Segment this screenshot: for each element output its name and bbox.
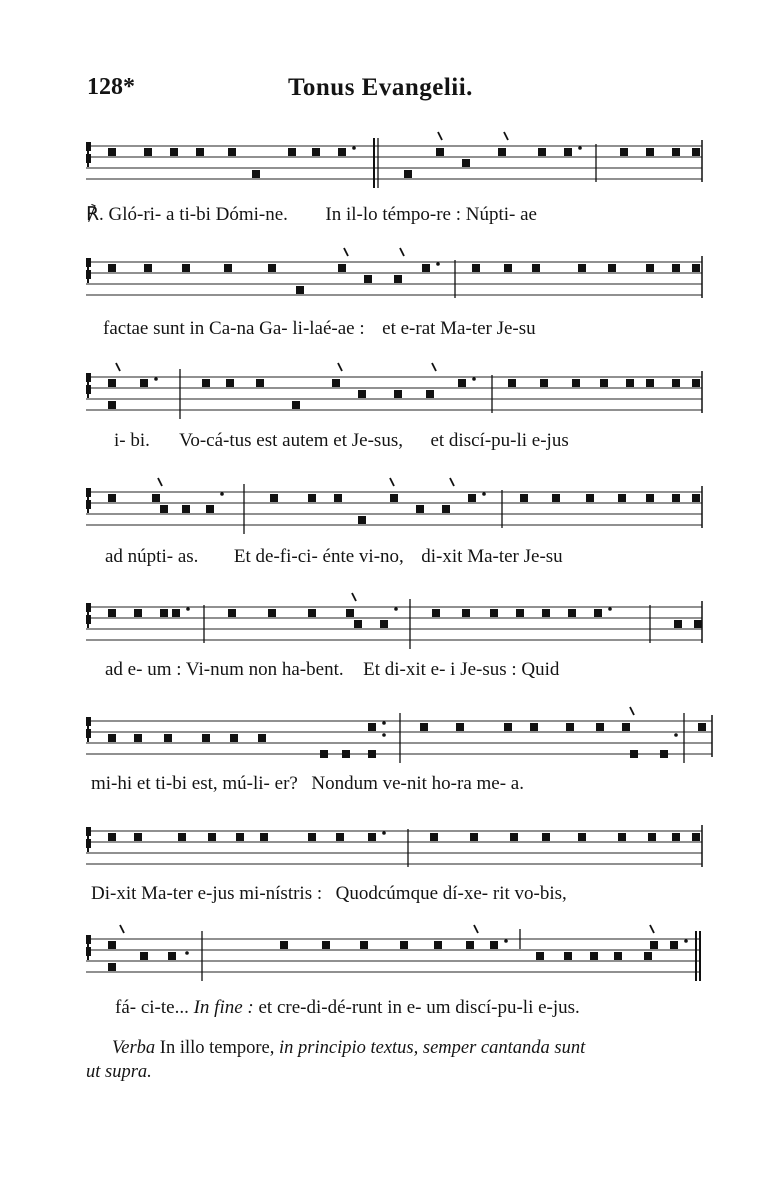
neume-punctum (292, 401, 300, 409)
lyric-line-1 (86, 203, 537, 226)
staff-3 (0, 361, 760, 441)
neume-punctum (260, 833, 268, 841)
neume-punctum (394, 275, 402, 283)
neume-punctum (432, 609, 440, 617)
neume-punctum (692, 379, 700, 387)
mora-dot (684, 939, 688, 943)
neume-punctum (672, 379, 680, 387)
neume-punctum (618, 494, 626, 502)
neume-punctum (530, 723, 538, 731)
neume-punctum (630, 750, 638, 758)
neume-punctum (322, 941, 330, 949)
neume-punctum (620, 148, 628, 156)
lyric-segment: In il-lo témpo-re : Núpti- ae (325, 204, 537, 225)
neume-punctum (586, 494, 594, 502)
lyric-segment: Nondum ve-nit ho-ra me- a. (311, 773, 524, 794)
neume-punctum (542, 609, 550, 617)
neume-punctum (516, 609, 524, 617)
neume-punctum (650, 941, 658, 949)
neume-punctum (358, 390, 366, 398)
neume-punctum (670, 941, 678, 949)
neume-punctum (674, 620, 682, 628)
neume-punctum (170, 148, 178, 156)
neume-punctum (108, 264, 116, 272)
neume-punctum (456, 723, 464, 731)
neume-punctum (178, 833, 186, 841)
neume-punctum (420, 723, 428, 731)
neume-punctum (308, 609, 316, 617)
neume-punctum (108, 148, 116, 156)
neume-punctum (626, 379, 634, 387)
accent-mark (630, 707, 634, 715)
neume-punctum (140, 952, 148, 960)
neume-punctum (698, 723, 706, 731)
neume-punctum (168, 952, 176, 960)
neume-punctum (508, 379, 516, 387)
neume-punctum (426, 390, 434, 398)
neume-punctum (228, 609, 236, 617)
accent-mark (158, 478, 162, 486)
neume-punctum (520, 494, 528, 502)
neume-punctum (160, 609, 168, 617)
mora-dot (352, 146, 356, 150)
neume-punctum (394, 390, 402, 398)
neume-punctum (416, 505, 424, 513)
neume-punctum (472, 264, 480, 272)
neume-punctum (224, 264, 232, 272)
mora-dot (482, 492, 486, 496)
neume-punctum (462, 159, 470, 167)
neume-punctum (614, 952, 622, 960)
neume-punctum (368, 750, 376, 758)
neume-punctum (536, 952, 544, 960)
page-number: 128* (87, 74, 135, 100)
neume-punctum (552, 494, 560, 502)
neume-punctum (510, 833, 518, 841)
neume-punctum (332, 379, 340, 387)
neume-punctum (144, 264, 152, 272)
neume-punctum (338, 148, 346, 156)
neume-punctum (336, 833, 344, 841)
lyric-segment: Et di-xit e- i Je-sus : Quid (363, 659, 560, 680)
neume-punctum (578, 833, 586, 841)
neume-punctum (490, 941, 498, 949)
accent-mark (338, 363, 342, 371)
mora-dot (154, 377, 158, 381)
neume-punctum (134, 609, 142, 617)
mora-dot (578, 146, 582, 150)
neume-punctum (600, 379, 608, 387)
neume-punctum (660, 750, 668, 758)
lyric-segment: et e-rat Ma-ter Je-su (382, 318, 536, 339)
neume-punctum (108, 401, 116, 409)
neume-punctum (648, 833, 656, 841)
neume-punctum (498, 148, 506, 156)
neume-punctum (694, 620, 702, 628)
neume-punctum (538, 148, 546, 156)
neume-punctum (466, 941, 474, 949)
accent-mark (450, 478, 454, 486)
neume-punctum (646, 148, 654, 156)
neume-punctum (296, 286, 304, 294)
neume-punctum (134, 833, 142, 841)
neume-punctum (578, 264, 586, 272)
neume-punctum (182, 264, 190, 272)
accent-mark (474, 925, 478, 933)
neume-punctum (144, 148, 152, 156)
lyric-line-5 (105, 659, 559, 681)
neume-punctum (422, 264, 430, 272)
neume-punctum (692, 833, 700, 841)
neume-punctum (196, 148, 204, 156)
neume-punctum (430, 833, 438, 841)
neume-punctum (364, 275, 372, 283)
footnote-second-line: ut supra. (86, 1062, 152, 1083)
neume-punctum (470, 833, 478, 841)
neume-punctum (442, 505, 450, 513)
neume-punctum (338, 264, 346, 272)
lyric-segment: et discí-pu-li e-jus (430, 430, 569, 451)
neume-punctum (390, 494, 398, 502)
neume-punctum (256, 379, 264, 387)
neume-punctum (380, 620, 388, 628)
neume-punctum (202, 379, 210, 387)
lyric-line-4 (105, 546, 563, 568)
accent-mark (344, 248, 348, 256)
neume-punctum (228, 148, 236, 156)
accent-mark (352, 593, 356, 601)
neume-punctum (134, 734, 142, 742)
neume-punctum (334, 494, 342, 502)
lyric-segment: ℟. Gló-ri- a ti-bi Dómi-ne. (86, 204, 288, 225)
neume-punctum (646, 264, 654, 272)
neume-punctum (566, 723, 574, 731)
mora-dot (674, 733, 678, 737)
mora-dot (186, 607, 190, 611)
lyric-line-3 (114, 430, 569, 452)
neume-punctum (564, 952, 572, 960)
neume-punctum (646, 379, 654, 387)
neume-punctum (360, 941, 368, 949)
neume-punctum (644, 952, 652, 960)
accent-mark (116, 363, 120, 371)
neume-punctum (692, 264, 700, 272)
neume-punctum (564, 148, 572, 156)
neume-punctum (312, 148, 320, 156)
neume-punctum (140, 379, 148, 387)
neume-punctum (108, 379, 116, 387)
neume-punctum (672, 148, 680, 156)
accent-mark (390, 478, 394, 486)
neume-punctum (532, 264, 540, 272)
mora-dot (472, 377, 476, 381)
lyric-line-6 (91, 773, 524, 795)
neume-punctum (346, 609, 354, 617)
neume-punctum (434, 941, 442, 949)
neume-punctum (206, 505, 214, 513)
neume-punctum (280, 941, 288, 949)
footnote-lead: Verba (112, 1038, 156, 1058)
neume-punctum (108, 609, 116, 617)
footnote-phrase: In illo tempore, (159, 1038, 275, 1058)
neume-punctum (236, 833, 244, 841)
lyric-segment: factae sunt in Ca-na Ga- li-laé-ae : (103, 318, 365, 339)
accent-mark (504, 132, 508, 140)
neume-punctum (252, 170, 260, 178)
neume-punctum (622, 723, 630, 731)
neume-punctum (288, 148, 296, 156)
neume-punctum (226, 379, 234, 387)
mora-dot (436, 262, 440, 266)
neume-punctum (358, 516, 366, 524)
neume-punctum (108, 734, 116, 742)
staff-8 (0, 923, 760, 1003)
lyric-line-2 (103, 318, 536, 340)
neume-punctum (596, 723, 604, 731)
neume-punctum (400, 941, 408, 949)
accent-mark (650, 925, 654, 933)
neume-punctum (542, 833, 550, 841)
neume-punctum (692, 148, 700, 156)
neume-punctum (672, 264, 680, 272)
neume-punctum (152, 494, 160, 502)
neume-punctum (590, 952, 598, 960)
neume-punctum (230, 734, 238, 742)
neume-punctum (594, 609, 602, 617)
neume-punctum (354, 620, 362, 628)
neume-punctum (308, 494, 316, 502)
accent-mark (432, 363, 436, 371)
lyric-segment: mi-hi et ti-bi est, mú-li- er? (91, 773, 298, 794)
lyric-segment-rubric: In fine : (193, 997, 254, 1018)
neume-punctum (320, 750, 328, 758)
lyric-segment: Di-xit Ma-ter e-jus mi-nístris : (91, 883, 323, 904)
lyric-line-8 (115, 997, 580, 1019)
neume-punctum (436, 148, 444, 156)
lyric-segment: ad núpti- as. (105, 546, 199, 567)
neume-punctum (202, 734, 210, 742)
footnote-rest: in principio textus, semper cantanda sunt (279, 1038, 586, 1058)
neume-punctum (404, 170, 412, 178)
neume-punctum (646, 494, 654, 502)
neume-punctum (108, 941, 116, 949)
mora-dot (394, 607, 398, 611)
neume-punctum (468, 494, 476, 502)
neume-punctum (182, 505, 190, 513)
lyric-segment: ad e- um : Vi-num non ha-bent. (105, 659, 344, 680)
lyric-segment: et cre-di-dé-runt in e- um discí-pu-li e-jus. (258, 997, 580, 1018)
mora-dot (382, 721, 386, 725)
neume-punctum (458, 379, 466, 387)
accent-mark (400, 248, 404, 256)
neume-punctum (490, 609, 498, 617)
neume-punctum (504, 723, 512, 731)
neume-punctum (368, 833, 376, 841)
lyric-segment: i- bi. (114, 430, 150, 451)
mora-dot (382, 831, 386, 835)
lyric-segment: Quodcúmque dí-xe- rit vo-bis, (335, 883, 567, 904)
neume-punctum (308, 833, 316, 841)
neume-punctum (164, 734, 172, 742)
neume-punctum (692, 494, 700, 502)
neume-punctum (208, 833, 216, 841)
mora-dot (220, 492, 224, 496)
neume-punctum (462, 609, 470, 617)
accent-mark (438, 132, 442, 140)
lyric-segment: Et de-fi-ci- énte vi-no, (233, 546, 404, 567)
mora-dot (382, 733, 386, 737)
neume-punctum (618, 833, 626, 841)
neume-punctum (568, 609, 576, 617)
neume-punctum (108, 494, 116, 502)
page-title: Tonus Evangelii. (288, 74, 473, 101)
neume-punctum (608, 264, 616, 272)
neume-punctum (572, 379, 580, 387)
neume-punctum (258, 734, 266, 742)
lyric-segment: fá- ci-te... (115, 997, 189, 1018)
neume-punctum (540, 379, 548, 387)
neume-punctum (672, 833, 680, 841)
footnote (86, 1036, 708, 1084)
neume-punctum (268, 264, 276, 272)
neume-punctum (160, 505, 168, 513)
neume-punctum (504, 264, 512, 272)
lyric-line-7 (91, 883, 567, 905)
lyric-segment: di-xit Ma-ter Je-su (421, 546, 563, 567)
neume-punctum (342, 750, 350, 758)
staff-2 (0, 246, 760, 326)
staff-1 (0, 130, 760, 210)
neume-punctum (172, 609, 180, 617)
mora-dot (504, 939, 508, 943)
neume-punctum (108, 833, 116, 841)
mora-dot (608, 607, 612, 611)
lyric-segment: Vo-cá-tus est autem et Je-sus, (179, 430, 403, 451)
accent-mark (120, 925, 124, 933)
neume-punctum (108, 963, 116, 971)
neume-punctum (368, 723, 376, 731)
staff-4 (0, 476, 760, 556)
neume-punctum (270, 494, 278, 502)
neume-punctum (672, 494, 680, 502)
neume-punctum (268, 609, 276, 617)
mora-dot (185, 951, 189, 955)
